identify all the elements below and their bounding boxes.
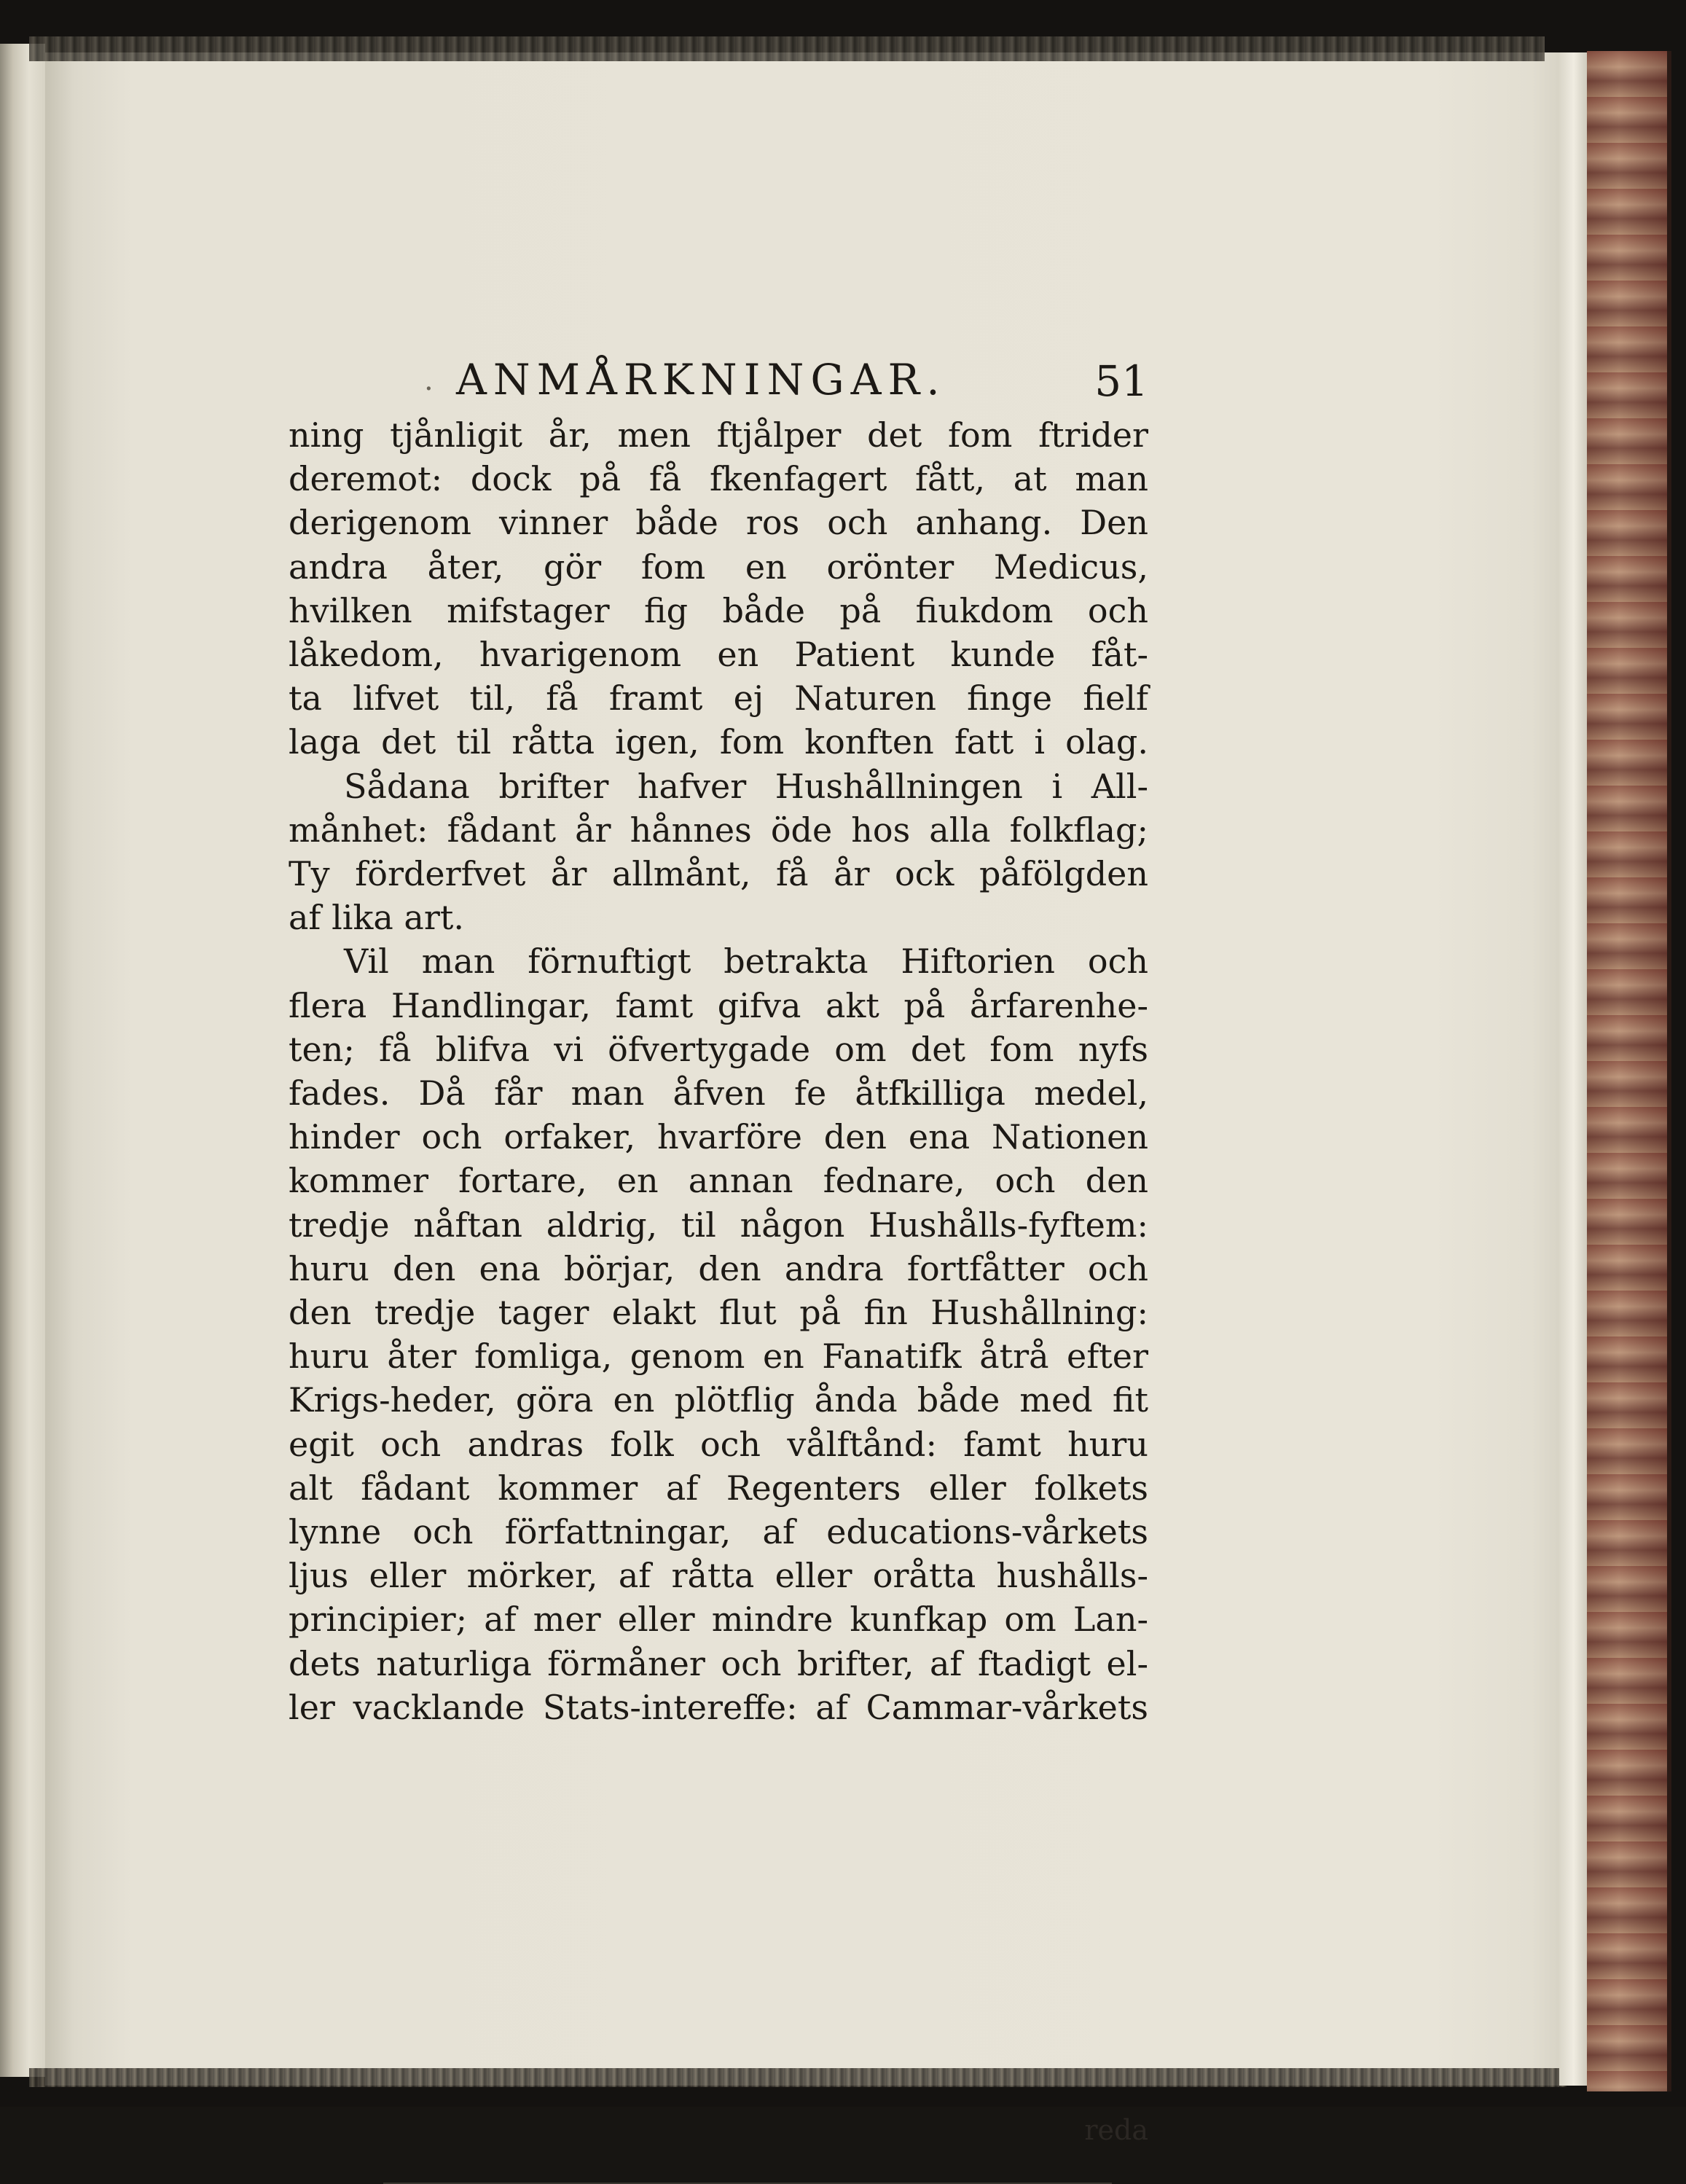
text-line: Krigs-heder, göra en plötflig ånda både med fit bbox=[289, 1380, 1148, 1420]
text-block bbox=[289, 353, 1148, 2146]
text-line: månhet: fådant år hånnes öde hos alla folkflag; bbox=[289, 810, 1148, 850]
page-number: 51 bbox=[1094, 356, 1148, 406]
paragraph-start-line: Sådana brifter hafver Hushållningen i All- bbox=[344, 766, 1148, 806]
text-line: laga det til råtta igen, fom konften fatt i olag. bbox=[289, 722, 1148, 762]
header-dot: . bbox=[424, 364, 434, 397]
text-line: ten; få blifva vi öfvertygade om det fom nyfs bbox=[289, 1029, 1148, 1069]
text-line: dets naturliga förmåner och brifter, af ftadigt el- bbox=[289, 1643, 1148, 1683]
text-line: hinder och orfaker, hvarföre den ena Nationen bbox=[289, 1117, 1148, 1157]
text-line: låkedom, hvarigenom en Patient kunde fåt- bbox=[289, 635, 1148, 675]
text-line: ning tjånligit år, men ftjålper det fom ftrider bbox=[289, 415, 1148, 455]
text-line: egit och andras folk och vålftånd: famt huru bbox=[289, 1424, 1148, 1464]
page-fore-edge bbox=[1559, 52, 1588, 2086]
running-head bbox=[289, 353, 1148, 406]
paragraph-start-line: Vil man förnuftigt betrakta Hiftorien och bbox=[344, 942, 1148, 982]
text-line: huru den ena börjar, den andra fortfåtter och bbox=[289, 1248, 1148, 1288]
text-line: fades. Då får man åfven fe åtfkilliga medel, bbox=[289, 1073, 1148, 1113]
top-edge-shadow bbox=[29, 36, 1545, 61]
text-line: flera Handlingar, famt gifva akt på årfarenhe- bbox=[289, 985, 1148, 1025]
text-line: hvilken mifstager fig både på fiukdom och bbox=[289, 590, 1148, 630]
text-line: ta lifvet til, få framt ej Naturen finge fielf bbox=[289, 678, 1148, 719]
facing-page-edge bbox=[0, 44, 45, 2077]
text-line: Ty förderfvet år allmånt, få år ock påfölgden bbox=[289, 854, 1148, 894]
running-title: ANMÅRKNINGAR. bbox=[456, 355, 946, 404]
text-line: ler vacklande Stats-intereffe: af Cammar-vårkets bbox=[289, 1687, 1148, 1727]
text-line: ljus eller mörker, af råtta eller oråtta hushålls- bbox=[289, 1556, 1148, 1596]
text-line: tredje nåftan aldrig, til någon Hushålls-fyftem: bbox=[289, 1205, 1148, 1245]
bottom-edge-shadow bbox=[29, 2068, 1567, 2087]
text-line: lynne och författningar, af educations-vårkets bbox=[289, 1512, 1148, 1552]
text-line: huru åter fomliga, genom en Fanatifk åtrå efter bbox=[289, 1336, 1148, 1377]
text-line: den tredje tager elakt flut på fin Hushållning: bbox=[289, 1293, 1148, 1333]
text-line: deremot: dock på få fkenfagert fått, at man bbox=[289, 459, 1148, 499]
text-line: alt fådant kommer af Regenters eller folkets bbox=[289, 1468, 1148, 1508]
leather-binding bbox=[1587, 51, 1671, 2091]
text-line: kommer fortare, en annan fednare, och den bbox=[289, 1161, 1148, 1201]
text-line: derigenom vinner både ros och anhang. Den bbox=[289, 503, 1148, 543]
text-line: andra åter, gör fom en orönter Medicus, bbox=[289, 547, 1148, 587]
text-line: principier; af mer eller mindre kunfkap om Lan- bbox=[289, 1600, 1148, 1640]
catchword: reda bbox=[1084, 2114, 1148, 2146]
paragraph-end-line: af lika art. bbox=[289, 898, 464, 938]
